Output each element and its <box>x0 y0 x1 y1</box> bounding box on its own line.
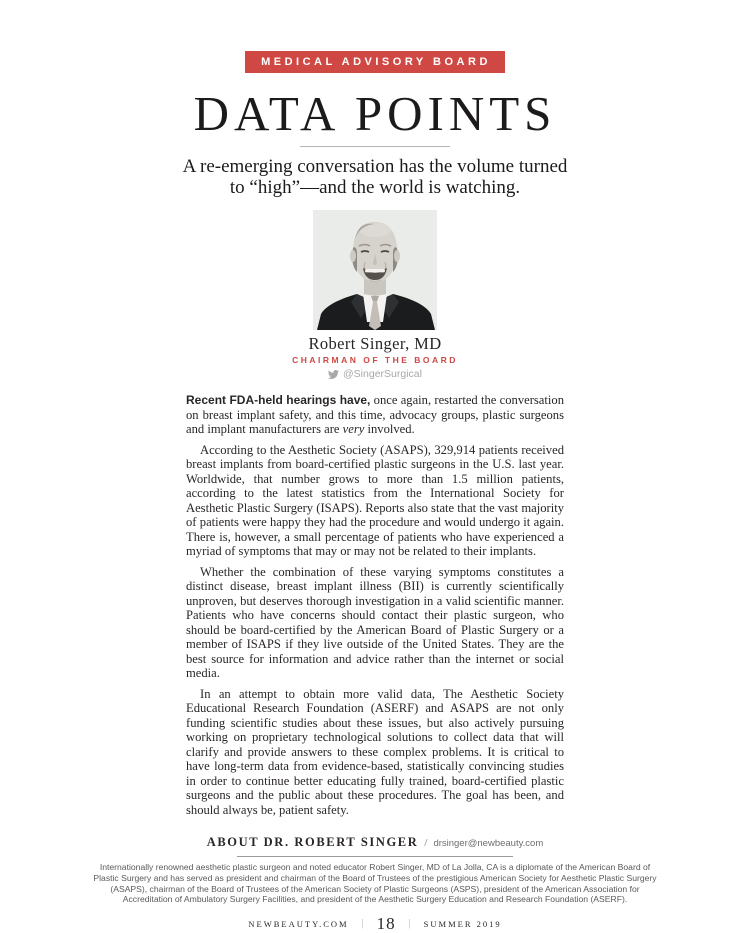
author-photo <box>313 210 437 330</box>
footer-divider: | <box>408 918 411 930</box>
paragraph-1-italic: very <box>342 422 365 436</box>
paragraph-1 <box>186 393 564 437</box>
paragraph-1-text: once again, restarted the conversation on breast implant safety, and this time, advocacy groups, plastic surgeons and implant manufacturers are <box>186 393 564 436</box>
footer-site: NEWBEAUTY.COM <box>248 918 349 929</box>
paragraph-lead-in: Recent FDA-held hearings have, <box>186 393 371 407</box>
footer-page-number: 18 <box>376 914 396 933</box>
footer-season: SUMMER 2019 <box>423 918 502 929</box>
paragraph-2: According to the Aesthetic Society (ASAPS), 329,914 patients received breast implants from board-certified plastic surgeons in the U.S. last year. Worldwide, that number grows to more than 1.5 million patients, according to the latest statistics from the International Society for Aesthetic Plastic Surgery (ISAPS). Reports also state that the vast majority of patients were happy they had the procedure and would undergo it again. There is, however, a small percentage of patients who have experienced a myriad of symptoms that may or may not be related to their implants. <box>186 442 564 558</box>
author-name: Robert Singer, MD <box>308 334 442 353</box>
subtitle-line-2: to “high”—and the world is watching. <box>229 176 521 198</box>
paragraph-4: In an attempt to obtain more valid data, The Aesthetic Society Educational Research Foundation (ASERF) and ASAPS are not only funding scientific studies about these issues, but also actively pursuing working on proprietary technological solutions to collect data that will clarify and provide answers to these complex problems. It is critical to have long-term data from evidence-based, statistically convincing studies in order to continue better educating fully trained, board-certified plastic surgeons and the public about these procedures. The goal has been, and should always be, patient safety. <box>186 686 564 817</box>
subtitle-line-1: A re-emerging conversation has the volume turned <box>182 156 568 177</box>
twitter-handle[interactable]: @SingerSurgical <box>343 368 422 380</box>
subtitle <box>0 157 750 198</box>
footer-divider: | <box>361 918 364 930</box>
about-heading: ABOUT DR. ROBERT SINGER <box>206 835 419 849</box>
section-banner <box>245 51 505 73</box>
author-role: CHAIRMAN OF THE BOARD <box>292 355 458 365</box>
page-title: DATA POINTS <box>193 86 557 141</box>
article-body <box>186 393 564 817</box>
about-section <box>0 833 750 857</box>
about-separator: / <box>424 837 428 849</box>
section-banner-label: MEDICAL ADVISORY BOARD <box>261 56 491 68</box>
about-email[interactable]: drsinger@newbeauty.com <box>433 838 544 849</box>
twitter-bird-icon <box>328 369 339 380</box>
paragraph-1-end: involved. <box>364 422 415 436</box>
paragraph-3: Whether the combination of these varying symptoms constitutes a distinct disease, breast implant illness (BII) is currently scientifically unproven, but deserves thorough investigation in a valid scientific manner. Patients who have concerns should contact their plastic surgeon, who should be board-certified by the American Board of Plastic Surgery or a member of ISAPS if they live outside of the United States. They are the best source for information and advice rather than the internet or social media. <box>186 564 564 680</box>
title-rule <box>300 146 450 147</box>
author-portrait-illustration <box>313 210 437 330</box>
author-twitter <box>0 369 750 380</box>
author-bio: Internationally renowned aesthetic plastic surgeon and noted educator Robert Singer, MD of La Jolla, CA is a diplomate of the American Board of Plastic Surgery and has served as president and chairman of the Board of Trustees of the prestigious American Society for Aesthetic Plastic Surgery (ASAPS), chairman of the Board of Trustees of the American Society of Plastic Surgeons (ASPS), president of the American Association for Accreditation of Ambulatory Surgery Facilities, and president of the Aesthetic Surgery Education and Research Foundation (ASERF). <box>93 862 657 905</box>
page-footer <box>0 915 750 932</box>
about-rule <box>237 856 513 857</box>
